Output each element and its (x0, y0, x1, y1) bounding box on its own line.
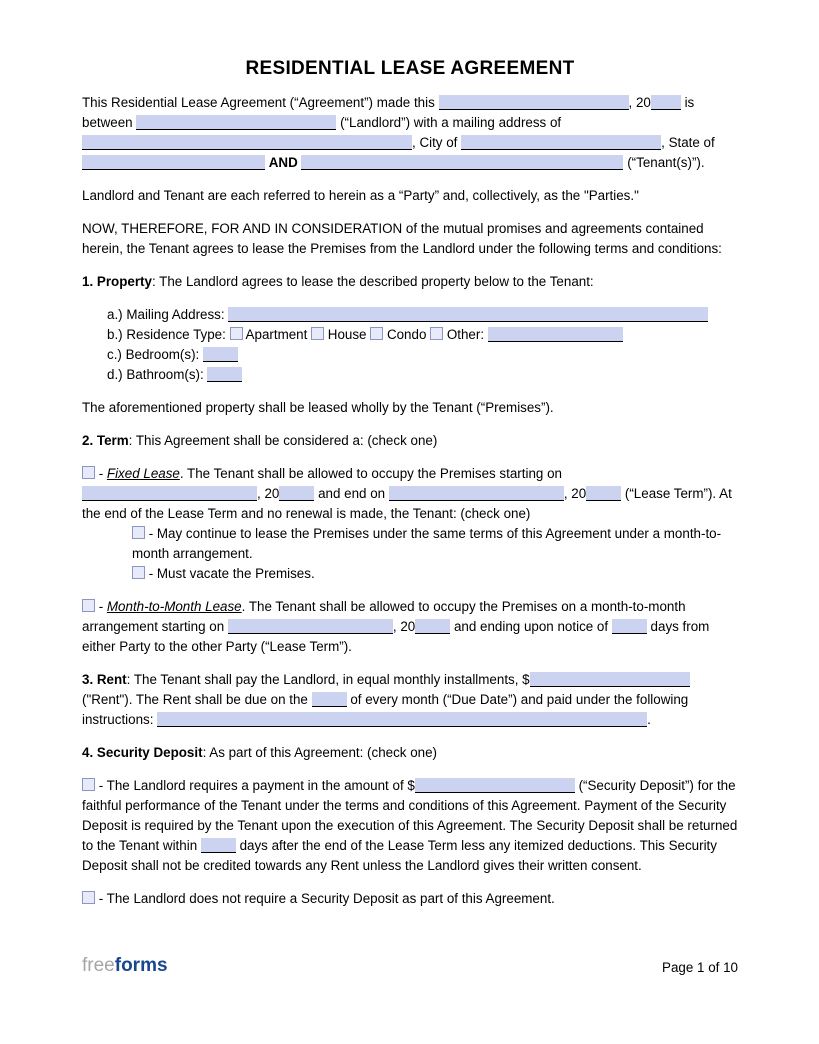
fixed-lease-start-year-blank[interactable] (279, 486, 314, 501)
property-item-a-mailing-address (107, 305, 738, 325)
section-1-property-heading (82, 272, 738, 292)
security-deposit-not-required-option (82, 889, 738, 909)
text-run: a.) Mailing Address: (107, 307, 229, 322)
text-run: Fixed Lease (106, 466, 180, 481)
residence-type-house-checkbox[interactable] (311, 327, 324, 340)
text-run: House (324, 327, 371, 342)
text-run: - (95, 599, 107, 614)
agreement-day-blank[interactable] (439, 95, 629, 110)
premises-paragraph (82, 398, 738, 418)
month-to-month-lease-option (82, 597, 738, 657)
text-run: - Must vacate the Premises. (145, 566, 315, 581)
text-run: 2. Term (82, 433, 129, 448)
text-run: d.) Bathroom(s): (107, 367, 208, 382)
text-run: 4. Security Deposit (82, 745, 203, 760)
payment-instructions-blank[interactable] (157, 712, 647, 727)
month-to-month-notice-days-blank[interactable] (612, 619, 647, 634)
text-run: of every month (“Due Date”) and paid under the following instructions: (82, 692, 692, 727)
text-run: and end on (314, 486, 389, 501)
text-run: is between (82, 95, 698, 130)
text-run: 1. Property (82, 274, 152, 289)
text-run: days from either Party to the other Party (“Lease Term”). (82, 619, 714, 654)
section-2-term-heading (82, 431, 738, 451)
text-run: NOW, THEREFORE, FOR AND IN CONSIDERATION of the mutual promises and agreements contained herein, the Tenant agrees to lease the Premises from the Landlord under the following terms and conditions: (82, 221, 722, 256)
security-deposit-amount-blank[interactable] (415, 778, 575, 793)
text-run: . The Tenant shall be allowed to occupy the Premises starting on (179, 466, 566, 481)
text-run: 3. Rent (82, 672, 127, 687)
landlord-name-blank[interactable] (136, 115, 336, 130)
security-deposit-return-days-blank[interactable] (201, 838, 236, 853)
fixed-lease-end-date-blank[interactable] (389, 486, 564, 501)
text-run: - (95, 466, 107, 481)
document-content (82, 0, 742, 909)
residence-type-other-description-blank[interactable] (488, 327, 623, 342)
landlord-state-blank[interactable] (82, 155, 265, 170)
fixed-lease-start-date-blank[interactable] (82, 486, 257, 501)
text-run: : This Agreement shall be considered a: (check one) (128, 433, 438, 448)
text-run: ("Rent"). The Rent shall be due on the (82, 672, 694, 707)
text-run: : The Landlord agrees to lease the described property below to the Tenant: (151, 274, 594, 289)
text-run: (“Security Deposit”) for the faithful performance of the Tenant under the terms and conditions of this Agreement. Payment of the Security Deposit is required by the Tenant upon the execution of this Agreement. The Security Deposit shall be returned to the Tenant within (82, 778, 742, 853)
fixed-lease-must-vacate-option (132, 564, 738, 584)
text-run: and ending upon notice of (450, 619, 612, 634)
text-run: (“Tenant(s)”). (623, 155, 705, 170)
text-run: - The Landlord requires a payment in the amount of $ (95, 778, 415, 793)
page-number: Page 1 of 10 (662, 960, 738, 975)
text-run: , City of (412, 135, 462, 150)
property-mailing-address-blank[interactable] (228, 307, 708, 322)
month-to-month-start-date-blank[interactable] (228, 619, 393, 634)
fixed-lease-checkbox[interactable] (82, 466, 95, 479)
fixed-lease-may-continue-option (132, 524, 738, 564)
agreement-year-blank[interactable] (651, 95, 681, 110)
consideration-paragraph (82, 219, 738, 259)
must-vacate-checkbox[interactable] (132, 566, 145, 579)
residence-type-apartment-checkbox[interactable] (230, 327, 243, 340)
page-footer (82, 955, 738, 977)
document-blocks (82, 93, 742, 909)
landlord-city-blank[interactable] (461, 135, 661, 150)
bedrooms-count-blank[interactable] (203, 347, 238, 362)
text-run: : The Tenant shall pay the Landlord, in equal monthly installments, $ (126, 672, 530, 687)
logo-free-text: free (82, 955, 115, 976)
fixed-lease-end-year-blank[interactable] (586, 486, 621, 501)
text-run: , State of (661, 135, 719, 150)
rent-amount-blank[interactable] (530, 672, 690, 687)
text-run: , 20 (257, 486, 280, 501)
text-run: The aforementioned property shall be leased wholly by the Tenant (“Premises”). (82, 400, 554, 415)
intro-paragraph (82, 93, 738, 173)
text-run: AND (268, 155, 298, 170)
text-run: (“Lease Term”). At the end of the Lease Term and no renewal is made, the Tenant: (check one) (82, 486, 736, 521)
text-run: , 20 (392, 619, 416, 634)
bathrooms-count-blank[interactable] (207, 367, 242, 382)
text-run: - The Landlord does not require a Security Deposit as part of this Agreement. (95, 891, 555, 906)
section-4-security-deposit-heading (82, 743, 738, 763)
tenant-name-blank[interactable] (301, 155, 623, 170)
property-item-d-bathrooms (107, 365, 738, 385)
residence-type-condo-checkbox[interactable] (370, 327, 383, 340)
text-run: Month-to-Month Lease (106, 599, 242, 614)
month-to-month-start-year-blank[interactable] (415, 619, 450, 634)
security-deposit-required-option (82, 776, 742, 876)
may-continue-month-to-month-checkbox[interactable] (132, 526, 145, 539)
text-run: . (647, 712, 651, 727)
month-to-month-lease-checkbox[interactable] (82, 599, 95, 612)
text-run: Apartment (242, 327, 312, 342)
security-deposit-not-required-checkbox[interactable] (82, 891, 95, 904)
text-run: b.) Residence Type: (107, 327, 230, 342)
text-run: - May continue to lease the Premises under the same terms of this Agreement under a month-to-month arrangement. (132, 526, 722, 561)
text-run: Other: (443, 327, 488, 342)
text-run: This Residential Lease Agreement (“Agreement”) made this (82, 95, 439, 110)
text-run: Condo (383, 327, 431, 342)
text-run: (“Landlord”) with a mailing address of (336, 115, 565, 130)
text-run: Landlord and Tenant are each referred to herein as a “Party” and, collectively, as the "Parties." (82, 188, 639, 203)
property-item-b-residence-type (107, 325, 738, 345)
parties-paragraph (82, 186, 738, 206)
property-item-c-bedrooms (107, 345, 738, 365)
residence-type-other-checkbox[interactable] (430, 327, 443, 340)
text-run: : As part of this Agreement: (check one) (202, 745, 438, 760)
text-run: , 20 (563, 486, 587, 501)
landlord-street-address-blank[interactable] (82, 135, 412, 150)
text-run: days after the end of the Lease Term less any itemized deductions. This Security Deposit shall not be credited towards any Rent unless the Landlord gives their written consent. (82, 838, 721, 873)
freeforms-logo (82, 955, 168, 977)
page-title: RESIDENTIAL LEASE AGREEMENT (245, 58, 575, 79)
text-run: , 20 (628, 95, 651, 110)
section-3-rent (82, 670, 738, 730)
text-run: . The Tenant shall be allowed to occupy the Premises on a month-to-month arrangement starting on (82, 599, 690, 634)
text-run: c.) Bedroom(s): (107, 347, 203, 362)
fixed-lease-option (82, 464, 738, 524)
logo-forms-text: forms (114, 955, 168, 976)
rent-due-day-blank[interactable] (312, 692, 347, 707)
security-deposit-required-checkbox[interactable] (82, 778, 95, 791)
